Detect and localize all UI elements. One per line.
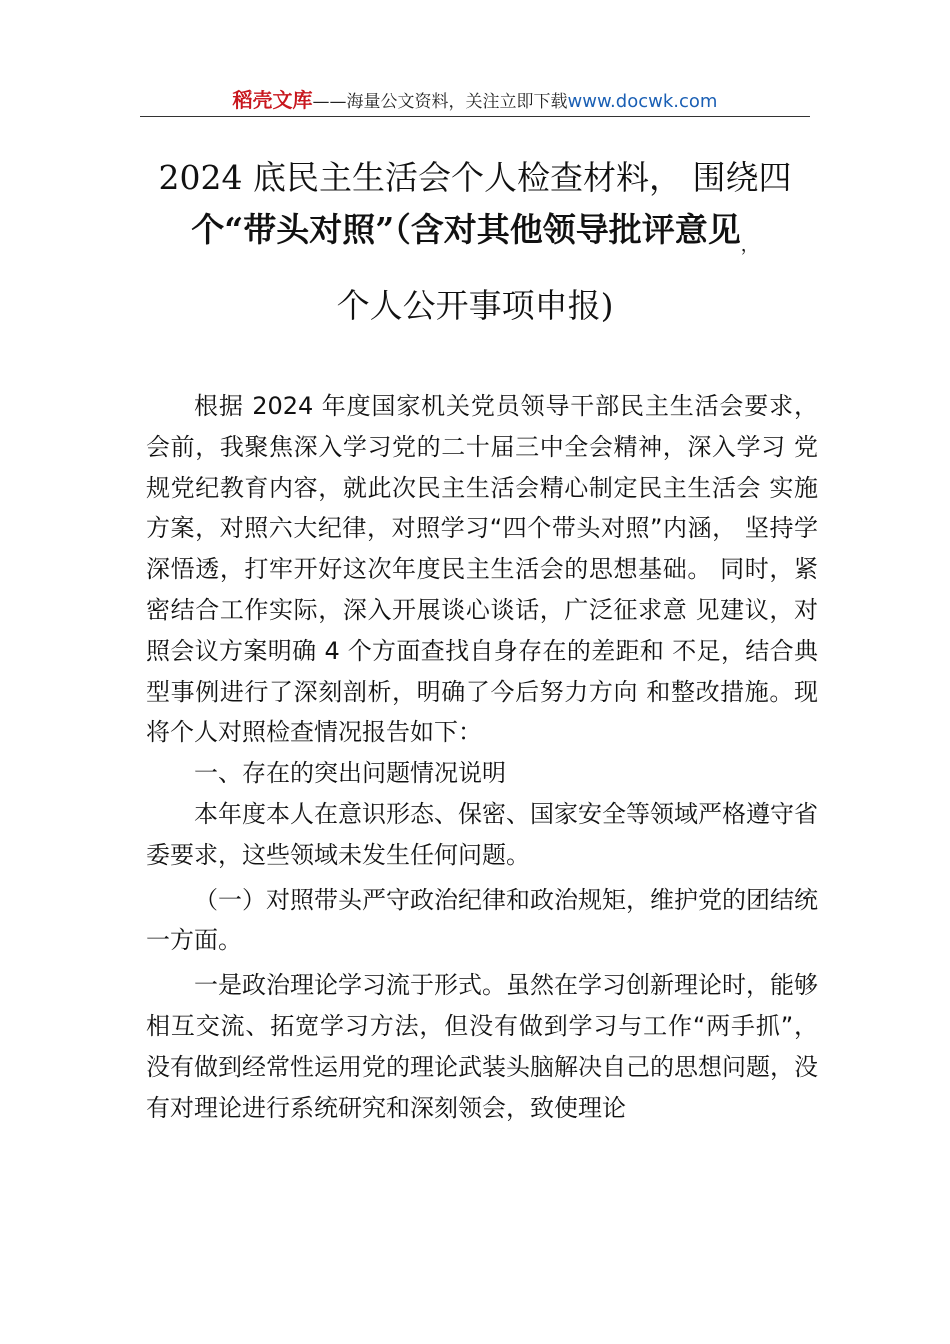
body-paragraph: 本年度本人在意识形态、保密、国家安全等领域严格遵守省委要求，这些领域未发生任何问题。 [146, 799, 818, 869]
document-body [146, 386, 818, 1128]
site-url-link[interactable]: www.docwk.com [567, 91, 718, 112]
document-title-line-2-mark: ， [740, 235, 759, 256]
site-header [140, 84, 810, 114]
body-paragraph-intro: 根据 2024 年度国家机关党员领导干部民主生活会要求， 会前，我聚焦深入学习党的二十届三中全会精神，深入学习 党规党纪教育内容，就此次民主生活会精心制定民主生活会 实施方案，对照六大纪律，对照学习“四个带头对照”内涵， 坚持学深悟透，打牢开好这次年度民主生活会的思想基础。 同时，紧密结合工作实际，深入开展谈心谈话，广泛征求意 见建议，对照会议方案明确 4 个方面查找自身存在的差距和 不足，结合典型事例进行了深刻剖析，明确了今后努力方向 和整改措施。现将个人对照检查情况报告如下： [146, 392, 818, 747]
document-title-line-3: 个人公开事项申报) [336, 286, 614, 325]
section-heading-1: 一、存在的突出问题情况说明 [194, 759, 506, 788]
subsection-heading-1: （一）对照带头严守政治纪律和政治规矩，维护党的团结统一方面。 [146, 885, 818, 955]
document-title-line-2-text: 个“带头对照”（含对其他领导批评意见 [191, 210, 741, 249]
site-tagline: ——海量公文资料，关注立即下载 [312, 92, 568, 112]
document-title-line-2 [140, 210, 810, 266]
document-title-line-1: 2024 底民主生活会个人检查材料， 围绕四 [158, 158, 792, 197]
site-brand[interactable]: 稻壳文库 [232, 88, 313, 112]
header-divider [140, 116, 810, 117]
body-paragraph: 一是政治理论学习流于形式。虽然在学习创新理论时，能够相互交流、拓宽学习方法，但没有做到学习与工作“两手抓”，没有做到经常性运用党的理论武装头脑解决自己的思想问题，没有对理论进行系统研究和深刻领会，致使理论 [146, 971, 818, 1122]
